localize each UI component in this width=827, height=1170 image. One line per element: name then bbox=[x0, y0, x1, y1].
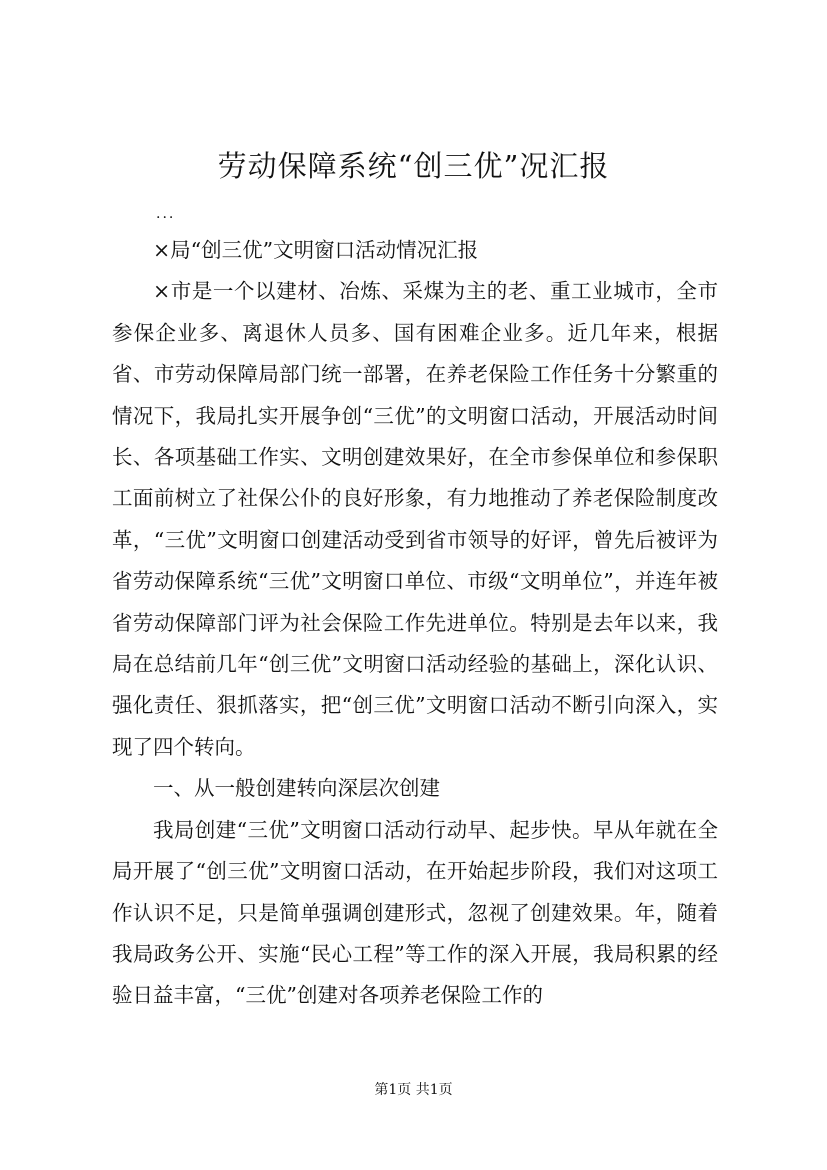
document-body bbox=[112, 230, 718, 1017]
paragraph-subtitle: ×局“创三优”文明窗口活动情况汇报 bbox=[153, 238, 479, 262]
paragraph-intro: ×市是一个以建材、冶炼、采煤为主的老、重工业城市，全市参保企业多、离退休人员多、国有困难企业多。近几年来，根据省、市劳动保障局部门统一部署，在养老保险工作任务十分繁重的情况下，我局扎实开展争创“三优”的文明窗口活动，开展活动时间长、各项基础工作实、文明创建效果好，在全市参保单位和参保职工面前树立了社保公仆的良好形象，有力地推动了养老保险制度改革，“三优”文明窗口创建活动受到省市领导的好评，曾先后被评为省劳动保障系统“三优”文明窗口单位、市级“文明单位”，并连年被省劳动保障部门评为社会保险工作先进单位。特别是去年以来，我局在总结前几年“创三优”文明窗口活动经验的基础上，深化认识、强化责任、狠抓落实，把“创三优”文明窗口活动不断引向深入，实现了四个转向。 bbox=[112, 279, 718, 759]
page-footer: 第1页 共1页 bbox=[374, 1082, 453, 1098]
ellipsis-marker: ... bbox=[156, 206, 176, 222]
section-heading-1: 一、从一般创建转向深层次创建 bbox=[153, 776, 440, 801]
document-title: 劳动保障系统“创三优”况汇报 bbox=[217, 149, 610, 183]
paragraph-section-1: 我局创建“三优”文明窗口活动行动早、起步快。早从年就在全局开展了“创三优”文明窗口活动，在开始起步阶段，我们对这项工作认识不足，只是简单强调创建形式，忽视了创建效果。年，随着我局政务公开、实施“民心工程”等工作的深入开展，我局积累的经验日益丰富，“三优”创建对各项养老保险工作的 bbox=[112, 817, 718, 1008]
